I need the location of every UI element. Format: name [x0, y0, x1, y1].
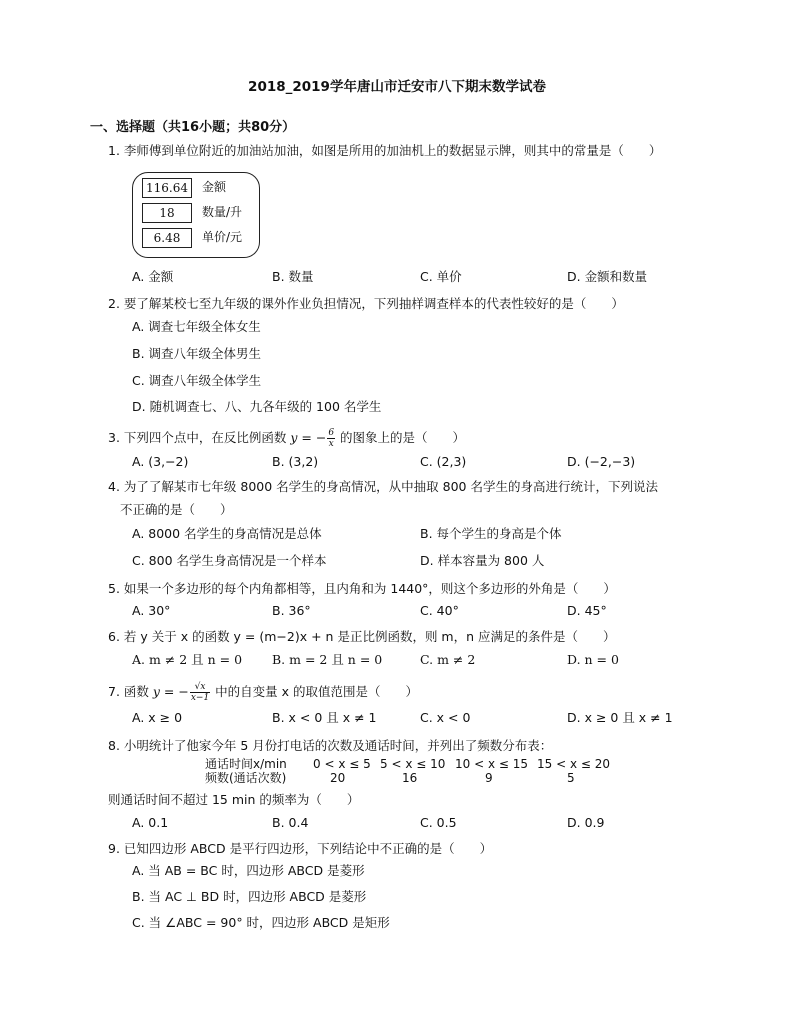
pump-label-amount: 金额: [202, 180, 227, 194]
q4-option-d: D. 样本容量为 800 人: [420, 553, 545, 568]
freq-value-2: 16: [402, 771, 418, 785]
section-heading: 一、选择题（共16小题；共80分）: [90, 120, 296, 135]
freq-header-range-3: 10 < x ≤ 15: [455, 757, 529, 771]
q7-function-lhs: y = −: [152, 684, 189, 699]
q1-option-a: A. 金额: [132, 269, 174, 284]
q3-stem-before: 3. 下列四个点中，在反比例函数: [108, 430, 291, 445]
q5-option-d: D. 45°: [567, 603, 607, 618]
pump-label-quantity: 数量/升: [202, 205, 243, 219]
q8-option-d: D. 0.9: [567, 815, 605, 830]
q4-stem-line2: 不正确的是（ ）: [120, 502, 233, 517]
q2-stem: 2. 要了解某校七至九年级的课外作业负担情况，下列抽样调查样本的代表性较好的是（ ）: [108, 296, 624, 311]
freq-value-label: 频数(通话次数): [205, 771, 287, 785]
pump-display-panel: [132, 172, 260, 258]
q3-fraction-denominator: x: [328, 439, 334, 449]
q7-fraction: [190, 682, 210, 703]
q8-option-b: B. 0.4: [272, 815, 309, 830]
q3-fraction-numerator: 6: [328, 428, 335, 438]
q9-option-b: B. 当 AC ⊥ BD 时，四边形 ABCD 是菱形: [132, 889, 367, 904]
freq-header-range-1: 0 < x ≤ 5: [313, 757, 371, 771]
q6-option-a: A. m ≠ 2 且 n = 0: [132, 652, 243, 667]
freq-value-1: 20: [330, 771, 346, 785]
q2-option-c: C. 调查八年级全体学生: [132, 373, 262, 388]
q3-stem: [108, 428, 465, 449]
freq-header-range-2: 5 < x ≤ 10: [380, 757, 446, 771]
q2-option-b: B. 调查八年级全体男生: [132, 346, 262, 361]
q5-stem: 5. 如果一个多边形的每个内角都相等，且内角和为 1440°，则这个多边形的外角是（ ）: [108, 581, 616, 596]
q7-stem-before: 7. 函数: [108, 684, 153, 699]
q7-fraction-numerator: √x: [190, 682, 210, 693]
q7-fraction-denominator: x−1: [190, 693, 210, 703]
q8-question: 则通话时间不超过 15 min 的频率为（ ）: [108, 792, 360, 807]
q6-option-b: B. m = 2 且 n = 0: [272, 652, 383, 667]
q6-option-c: C. m ≠ 2: [420, 652, 476, 667]
frequency-table: [205, 758, 625, 788]
q4-option-b: B. 每个学生的身高是个体: [420, 526, 562, 541]
q3-fraction: [327, 428, 335, 449]
q4-option-a: A. 8000 名学生的身高情况是总体: [132, 526, 322, 541]
document-title: 2018_2019学年唐山市迁安市八下期末数学试卷: [248, 79, 546, 95]
q6-option-d: D. n = 0: [567, 652, 619, 667]
q7-option-d: D. x ≥ 0 且 x ≠ 1: [567, 710, 673, 725]
pump-value-amount: 116.64: [142, 178, 192, 198]
q5-option-a: A. 30°: [132, 603, 171, 618]
freq-value-4: 5: [567, 771, 575, 785]
q1-option-c: C. 单价: [420, 269, 462, 284]
freq-header-label: 通话时间x/min: [205, 757, 287, 771]
q3-option-c: C. (2,3): [420, 454, 467, 469]
q5-option-b: B. 36°: [272, 603, 311, 618]
q2-option-d: D. 随机调查七、八、九各年级的 100 名学生: [132, 399, 382, 414]
q6-stem: 6. 若 y 关于 x 的函数 y = (m−2)x + n 是正比例函数，则 m，n 应满足的条件是（ ）: [108, 629, 616, 644]
q9-option-a: A. 当 AB = BC 时，四边形 ABCD 是菱形: [132, 863, 365, 878]
q8-option-a: A. 0.1: [132, 815, 169, 830]
q1-stem: 1. 李师傅到单位附近的加油站加油，如图是所用的加油机上的数据显示牌，则其中的常量是（ ）: [108, 143, 662, 158]
freq-value-3: 9: [485, 771, 493, 785]
pump-value-unit-price: 6.48: [142, 228, 192, 248]
q5-option-c: C. 40°: [420, 603, 459, 618]
q1-option-d: D. 金额和数量: [567, 269, 648, 284]
q3-function-lhs: y = −: [290, 430, 327, 445]
q7-option-c: C. x < 0: [420, 710, 471, 725]
q8-option-c: C. 0.5: [420, 815, 457, 830]
q7-stem-after: 中的自变量 x 的取值范围是（ ）: [211, 684, 419, 699]
q3-option-a: A. (3,−2): [132, 454, 189, 469]
q2-option-a: A. 调查七年级全体女生: [132, 319, 261, 334]
q3-stem-after: 的图象上的是（ ）: [336, 430, 466, 445]
pump-label-unit-price: 单价/元: [202, 230, 243, 244]
q7-stem: [108, 682, 418, 703]
q3-option-b: B. (3,2): [272, 454, 319, 469]
q9-stem: 9. 已知四边形 ABCD 是平行四边形，下列结论中不正确的是（ ）: [108, 841, 493, 856]
pump-value-quantity: 18: [142, 203, 192, 223]
q7-option-b: B. x < 0 且 x ≠ 1: [272, 710, 377, 725]
q3-option-d: D. (−2,−3): [567, 454, 636, 469]
q8-stem: 8. 小明统计了他家今年 5 月份打电话的次数及通话时间，并列出了频数分布表：: [108, 738, 553, 753]
q4-stem-line1: 4. 为了了解某市七年级 8000 名学生的身高情况，从中抽取 800 名学生的身高进行统计，下列说法: [108, 479, 658, 494]
q4-option-c: C. 800 名学生身高情况是一个样本: [132, 553, 327, 568]
q9-option-c: C. 当 ∠ABC = 90° 时，四边形 ABCD 是矩形: [132, 915, 390, 930]
q7-option-a: A. x ≥ 0: [132, 710, 183, 725]
freq-header-range-4: 15 < x ≤ 20: [537, 757, 611, 771]
q1-option-b: B. 数量: [272, 269, 314, 284]
